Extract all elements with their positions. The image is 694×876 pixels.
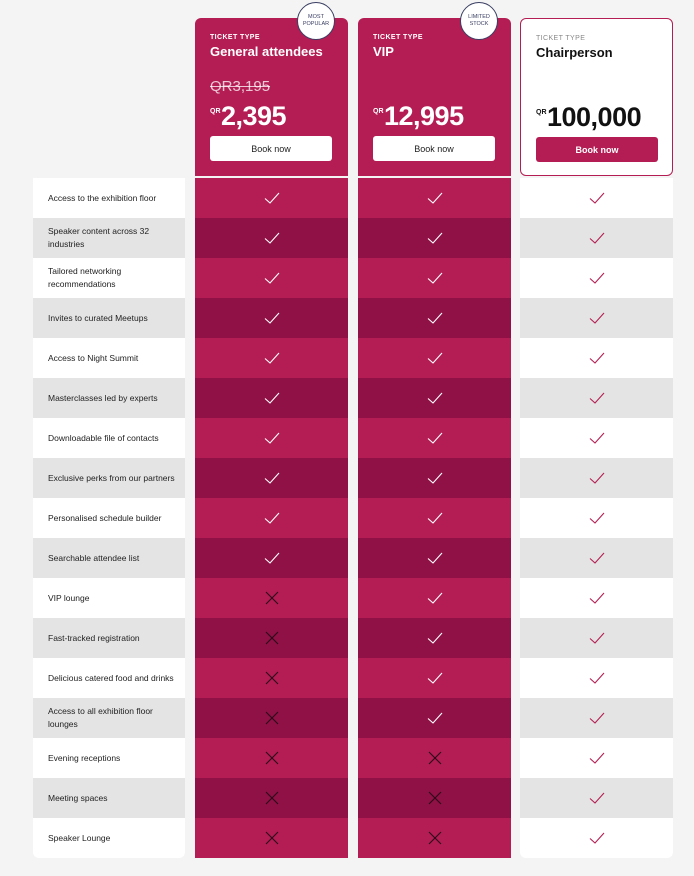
- feature-cell: [195, 378, 348, 418]
- feature-cell: [195, 538, 348, 578]
- check-icon: [588, 549, 606, 567]
- feature-cell: [195, 258, 348, 298]
- tier-price: 100,000: [547, 102, 642, 132]
- limited-stock-badge: [460, 2, 498, 40]
- feature-cell: [520, 458, 673, 498]
- check-icon: [588, 749, 606, 767]
- check-icon: [426, 709, 444, 727]
- feature-list: [33, 178, 185, 858]
- feature-cell: [358, 658, 511, 698]
- feature-cell: [358, 538, 511, 578]
- badge-line: STOCK: [469, 21, 489, 27]
- feature-cell: [195, 418, 348, 458]
- check-icon: [588, 389, 606, 407]
- feature-cell: [520, 498, 673, 538]
- feature-cell: [195, 218, 348, 258]
- feature-cell: [520, 578, 673, 618]
- feature-cell: [358, 378, 511, 418]
- check-icon: [588, 189, 606, 207]
- feature-cell: [195, 578, 348, 618]
- original-price: QR3,195: [210, 78, 271, 95]
- feature-cell: [195, 618, 348, 658]
- feature-cell: [195, 298, 348, 338]
- check-icon: [588, 309, 606, 327]
- check-icon: [588, 269, 606, 287]
- feature-label: Exclusive perks from our partners: [33, 458, 185, 498]
- check-icon: [426, 429, 444, 447]
- feature-cell: [520, 338, 673, 378]
- feature-cell: [520, 618, 673, 658]
- feature-cell: [195, 458, 348, 498]
- tier-name: General attendees: [210, 44, 323, 59]
- feature-label: Masterclasses led by experts: [33, 378, 185, 418]
- check-icon: [588, 829, 606, 847]
- feature-cell: [358, 778, 511, 818]
- check-icon: [263, 429, 281, 447]
- cross-icon: [263, 589, 281, 607]
- feature-cell: [358, 818, 511, 858]
- feature-label: Access to Night Summit: [48, 352, 139, 363]
- check-icon: [426, 509, 444, 527]
- check-icon: [426, 389, 444, 407]
- check-icon: [588, 229, 606, 247]
- check-icon: [588, 509, 606, 527]
- check-icon: [426, 269, 444, 287]
- check-icon: [263, 469, 281, 487]
- tier-chairperson: [520, 18, 673, 176]
- feature-label: Delicious catered food and drinks: [48, 672, 174, 683]
- cross-icon: [263, 789, 281, 807]
- feature-cell: [520, 218, 673, 258]
- check-icon: [426, 309, 444, 327]
- ticket-type-label: TICKET TYPE: [536, 35, 586, 42]
- feature-cell: [195, 818, 348, 858]
- feature-label: Speaker content across 32 industries: [33, 218, 185, 258]
- feature-cell: [358, 498, 511, 538]
- currency-label: QR: [536, 109, 547, 116]
- check-icon: [588, 669, 606, 687]
- feature-cell: [358, 698, 511, 738]
- ticket-type-label: TICKET TYPE: [373, 34, 423, 41]
- currency-label: QR: [373, 108, 384, 115]
- feature-cell: [520, 738, 673, 778]
- feature-cell: [195, 738, 348, 778]
- cross-icon: [263, 749, 281, 767]
- check-icon: [426, 589, 444, 607]
- book-now-button[interactable]: Book now: [536, 137, 658, 162]
- cross-icon: [263, 629, 281, 647]
- badge-line: MOST: [308, 14, 324, 20]
- cross-icon: [263, 709, 281, 727]
- check-icon: [426, 669, 444, 687]
- feature-label: Tailored networking recommendations: [48, 266, 122, 289]
- check-icon: [263, 349, 281, 367]
- feature-label: Access to the exhibition floor: [48, 192, 157, 203]
- badge-line: LIMITED: [468, 14, 490, 20]
- feature-cell: [358, 618, 511, 658]
- book-now-button[interactable]: Book now: [373, 136, 495, 161]
- feature-cell: [358, 338, 511, 378]
- feature-cell: [358, 578, 511, 618]
- check-icon: [426, 189, 444, 207]
- tier-name: Chairperson: [536, 45, 613, 60]
- feature-label: Evening receptions: [48, 752, 121, 763]
- check-icon: [588, 429, 606, 447]
- check-icon: [426, 629, 444, 647]
- feature-cell: [520, 418, 673, 458]
- feature-label: Fast-tracked registration: [33, 618, 185, 658]
- feature-cell: [195, 338, 348, 378]
- feature-cell: [195, 698, 348, 738]
- feature-cell: [195, 658, 348, 698]
- feature-cell: [195, 778, 348, 818]
- feature-cell: [520, 658, 673, 698]
- check-icon: [263, 389, 281, 407]
- check-icon: [426, 549, 444, 567]
- check-icon: [426, 469, 444, 487]
- most-popular-badge: [297, 2, 335, 40]
- feature-cell: [358, 218, 511, 258]
- tier-general-attendees: [195, 18, 348, 176]
- check-icon: [263, 229, 281, 247]
- ticket-type-label: TICKET TYPE: [210, 34, 260, 41]
- check-icon: [588, 589, 606, 607]
- check-icon: [263, 269, 281, 287]
- check-icon: [426, 229, 444, 247]
- check-icon: [588, 349, 606, 367]
- feature-cell: [358, 178, 511, 218]
- feature-cell: [195, 498, 348, 538]
- feature-label: Personalised schedule builder: [48, 512, 162, 523]
- feature-label: Access to all exhibition floor lounges: [33, 698, 185, 738]
- feature-label: VIP lounge: [48, 592, 90, 603]
- currency-label: QR: [210, 108, 221, 115]
- feature-label: Downloadable file of contacts: [48, 432, 159, 443]
- feature-label: Speaker Lounge: [48, 832, 111, 843]
- feature-cell: [520, 298, 673, 338]
- book-now-button[interactable]: Book now: [210, 136, 332, 161]
- check-icon: [588, 629, 606, 647]
- check-icon: [588, 469, 606, 487]
- check-icon: [263, 509, 281, 527]
- tier-price: 2,395: [221, 101, 287, 131]
- check-icon: [588, 709, 606, 727]
- tier-price: 12,995: [384, 101, 464, 131]
- cross-icon: [263, 829, 281, 847]
- check-icon: [263, 549, 281, 567]
- cross-icon: [263, 669, 281, 687]
- cross-icon: [426, 749, 444, 767]
- feature-cell: [358, 258, 511, 298]
- feature-cell: [520, 538, 673, 578]
- check-icon: [588, 789, 606, 807]
- feature-cell: [195, 178, 348, 218]
- badge-line: POPULAR: [302, 21, 330, 27]
- chairperson-column: [520, 178, 673, 858]
- feature-cell: [358, 298, 511, 338]
- feature-cell: [358, 418, 511, 458]
- feature-cell: [520, 258, 673, 298]
- vip-column: [358, 178, 511, 858]
- feature-cell: [520, 778, 673, 818]
- cross-icon: [426, 789, 444, 807]
- general-attendees-column: [195, 178, 348, 858]
- feature-cell: [520, 698, 673, 738]
- check-icon: [263, 189, 281, 207]
- feature-cell: [520, 378, 673, 418]
- tier-vip: [358, 18, 511, 176]
- feature-cell: [358, 458, 511, 498]
- cross-icon: [426, 829, 444, 847]
- tier-name: VIP: [373, 44, 394, 59]
- feature-label: Invites to curated Meetups: [33, 298, 185, 338]
- feature-cell: [520, 178, 673, 218]
- check-icon: [263, 309, 281, 327]
- feature-label: Searchable attendee list: [33, 538, 185, 578]
- feature-label: Meeting spaces: [33, 778, 185, 818]
- feature-cell: [358, 738, 511, 778]
- check-icon: [426, 349, 444, 367]
- feature-cell: [520, 818, 673, 858]
